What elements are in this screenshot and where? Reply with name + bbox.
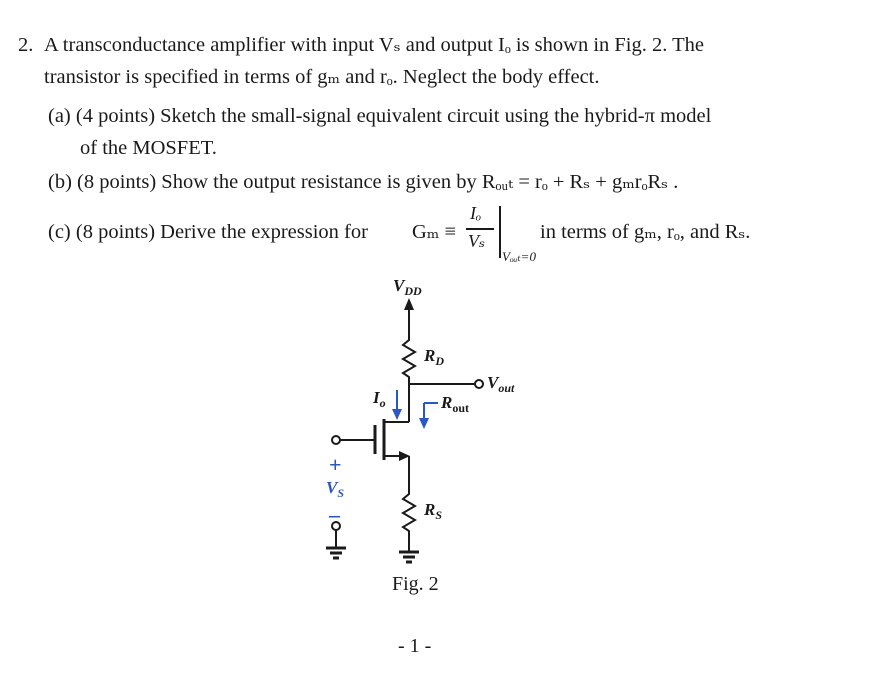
part-c-numerator: Iₒ bbox=[470, 203, 482, 223]
part-c-condition: Vₒᵤₜ=0 bbox=[502, 249, 536, 264]
problem-number: 2. bbox=[18, 34, 34, 56]
vdd-arrow bbox=[404, 298, 414, 310]
rout-label: $R_{out}$ bbox=[441, 393, 470, 415]
vout-terminal bbox=[475, 380, 483, 388]
part-c-prefix: (c) (8 points) Derive the expression for bbox=[48, 221, 368, 243]
vs-label: $V_S$ bbox=[326, 478, 345, 500]
rd-resistor bbox=[403, 336, 415, 384]
vs-plus: + bbox=[329, 452, 342, 477]
part-a-line1: (a) (4 points) Sketch the small-signal equivalent circuit using the hybrid-π model bbox=[48, 105, 712, 127]
part-c-gm: Gₘ ≡ bbox=[412, 221, 457, 243]
part-b: (b) (8 points) Show the output resistance is given by Rₒᵤₜ = rₒ + Rₛ + gₘrₒRₛ . bbox=[48, 171, 679, 193]
problem-intro-line1: A transconductance amplifier with input Vₛ and output Iₒ is shown in Fig. 2. The bbox=[44, 34, 704, 56]
part-c-denominator: Vₛ bbox=[468, 231, 486, 251]
part-a-line2: of the MOSFET. bbox=[80, 137, 217, 159]
rs-label: $R_S$ bbox=[424, 500, 443, 522]
vdd-label: $V_{DD}$ bbox=[393, 276, 422, 298]
vs-minus: – bbox=[329, 502, 340, 527]
page-number: - 1 - bbox=[398, 635, 432, 657]
part-c-suffix: in terms of gₘ, rₒ, and Rₛ. bbox=[540, 221, 751, 243]
rd-label: $R_D$ bbox=[424, 346, 445, 368]
rs-resistor bbox=[403, 490, 415, 540]
figure-caption: Fig. 2 bbox=[392, 573, 439, 595]
vout-label: $V_{out}$ bbox=[487, 373, 515, 395]
problem-intro-line2: transistor is specified in terms of gₘ and rₒ. Neglect the body effect. bbox=[44, 66, 600, 88]
io-label: $I_o$ bbox=[373, 388, 386, 410]
gate-terminal bbox=[332, 436, 340, 444]
